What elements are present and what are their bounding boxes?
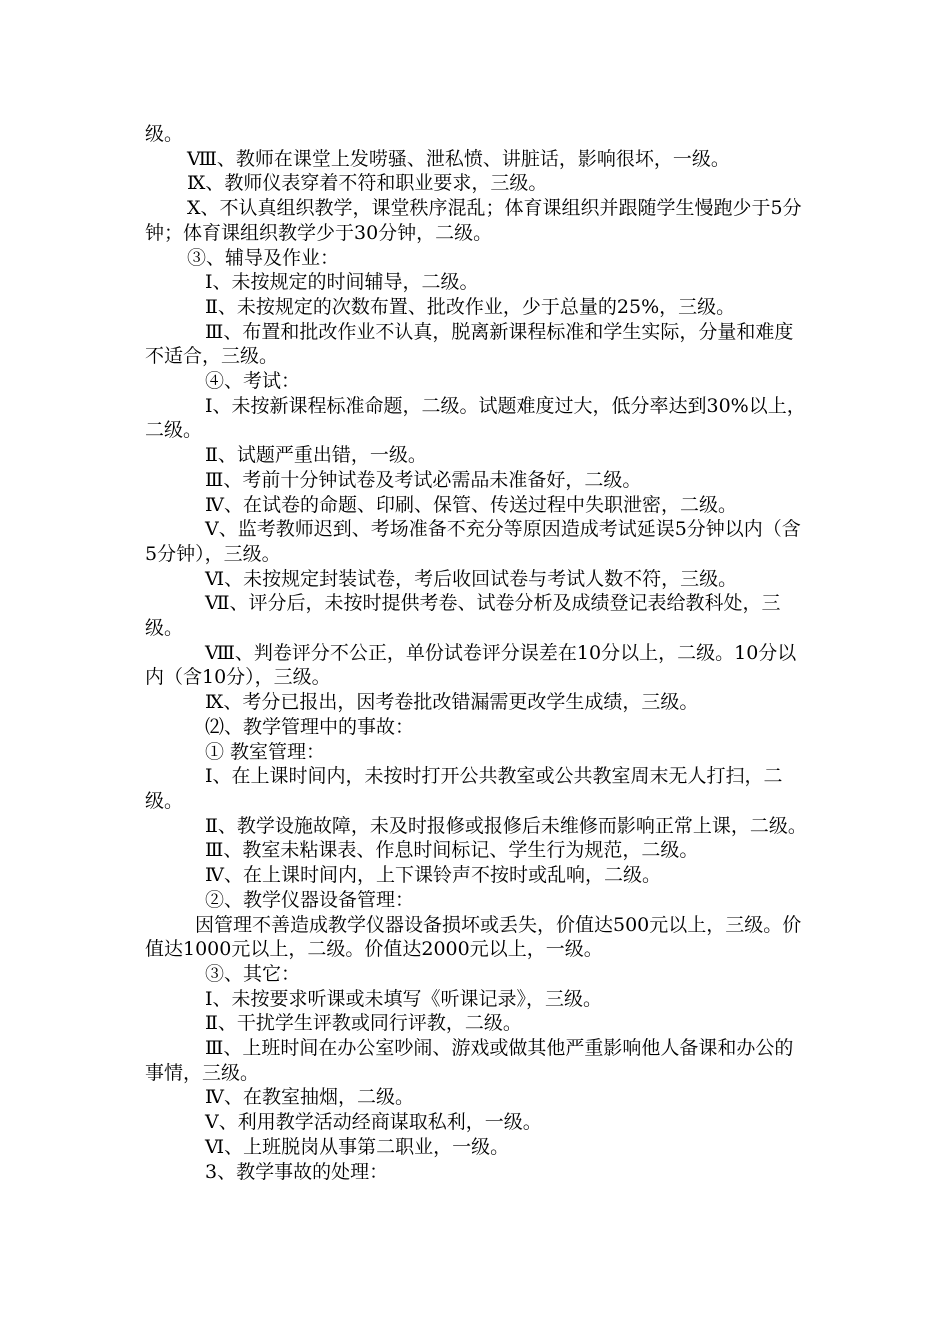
section-heading-equipment: ②、教学仪器设备管理： [205,888,415,911]
tutoring-item-3: Ⅲ、布置和批改作业不认真，脱离新课程标准和学生实际，分量和难度不适合，三级。 [145,320,794,368]
classroom-item-1: Ⅰ、在上课时间内，未按时打开公共教室或公共教室周末无人打扫，二级。 [145,765,783,812]
section-heading-management: ⑵、教学管理中的事故： [205,715,415,738]
tutoring-item-2: Ⅱ、未按规定的次数布置、批改作业，少于总量的25%，三级。 [205,295,736,318]
equipment-paragraph: 因管理不善造成教学仪器设备损坏或丢失，价值达500元以上，三级。价值达1000元以上，二级。价值达2000元以上，一级。 [145,913,802,961]
classroom-item-3: Ⅲ、教室未粘课表、作息时间标记、学生行为规范，二级。 [205,839,699,862]
other-item-1: Ⅰ、未按要求听课或未填写《听课记录》，三级。 [205,987,603,1010]
classroom-item-4: Ⅳ、在上课时间内，上下课铃声不按时或乱响，二级。 [205,864,661,887]
section-heading-handling: 3、教学事故的处理： [205,1160,389,1183]
classroom-item-2: Ⅱ、教学设施故障，未及时报修或报修后未维修而影响正常上课，二级。 [205,814,807,837]
paragraph-item-8: Ⅷ、教师在课堂上发唠骚、泄私愤、讲脏话，影响很坏，一级。 [187,147,730,170]
other-item-5: Ⅴ、利用教学活动经商谋取私利，一级。 [205,1111,542,1134]
other-item-3: Ⅲ、上班时间在办公室吵闹、游戏或做其他严重影响他人备课和办公的事情，三级。 [145,1037,794,1084]
other-item-6: Ⅵ、上班脱岗从事第二职业，一级。 [205,1135,510,1158]
other-item-4: Ⅳ、在教室抽烟，二级。 [205,1086,414,1109]
section-heading-exam: ④、考试： [205,370,301,393]
section-heading-other: ③、其它： [205,962,301,985]
exam-item-8: Ⅷ、判卷评分不公正，单份试卷评分误差在10分以上，二级。10分以内（含10分），三级。 [145,641,797,689]
exam-item-6: Ⅵ、未按规定封装试卷，考后收回试卷与考试人数不符，三级。 [205,567,738,590]
paragraph-continuation: 级。 [145,123,184,145]
document-body [145,122,810,1184]
exam-item-3: Ⅲ、考前十分钟试卷及考试必需品未准备好，二级。 [205,468,642,491]
exam-item-4: Ⅳ、在试卷的命题、印刷、保管、传送过程中失职泄密，二级。 [205,493,737,516]
exam-item-7: Ⅶ、评分后，未按时提供考卷、试卷分析及成绩登记表给教科处，三级。 [145,592,781,640]
paragraph-item-9: Ⅸ、教师仪表穿着不符和职业要求，三级。 [187,172,548,195]
exam-item-2: Ⅱ、试题严重出错，一级。 [205,444,427,467]
exam-item-9: Ⅸ、考分已报出，因考卷批改错漏需更改学生成绩，三级。 [205,691,699,714]
paragraph-item-10: Ⅹ、不认真组织教学，课堂秩序混乱；体育课组织并跟随学生慢跑少于5分钟；体育课组织教学少于30分钟，二级。 [145,197,802,244]
other-item-2: Ⅱ、干扰学生评教或同行评教，二级。 [205,1012,522,1035]
exam-item-5: Ⅴ、监考教师迟到、考场准备不充分等原因造成考试延误5分钟以内（含5分钟），三级。 [145,518,801,565]
tutoring-item-1: Ⅰ、未按规定的时间辅导，二级。 [205,271,479,294]
section-heading-tutoring: ③、辅导及作业： [187,246,340,269]
exam-item-1: Ⅰ、未按新课程标准命题，二级。试题难度过大，低分率达到30%以上，二级。 [145,394,806,442]
section-heading-classroom: ① 教室管理： [205,740,326,763]
